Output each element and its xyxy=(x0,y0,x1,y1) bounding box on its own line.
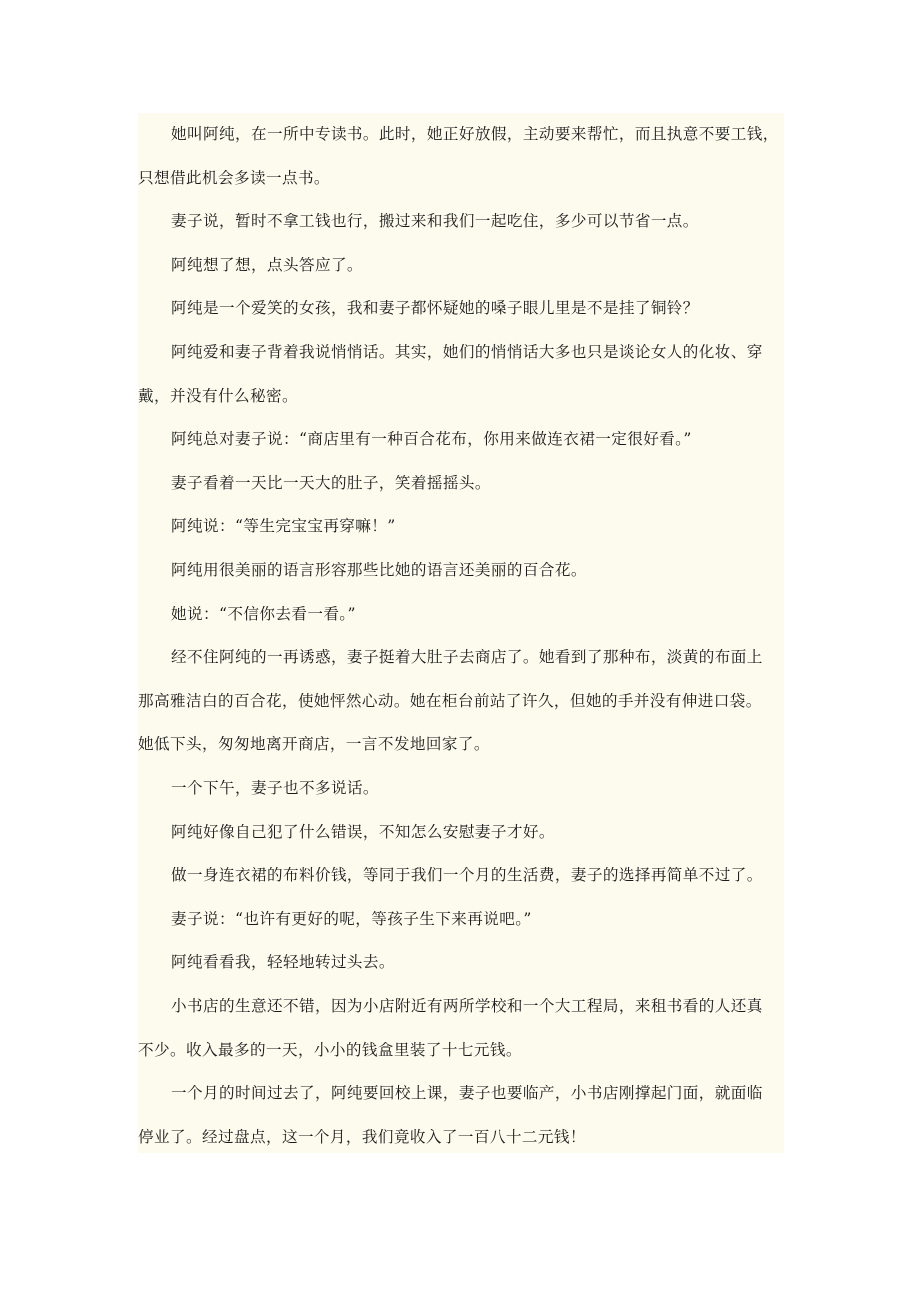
paragraph-line: 阿纯总对妻子说：“商店里有一种百合花布，你用来做连衣裙一定很好看。” xyxy=(171,430,692,449)
paragraph xyxy=(138,593,784,637)
paragraph-line: 妻子说，暂时不拿工钱也行，搬过来和我们一起吃住，多少可以节省一点。 xyxy=(171,212,699,231)
paragraph xyxy=(138,200,784,244)
paragraph-line: 阿纯好像自己犯了什么错误，不知怎么安慰妻子才好。 xyxy=(171,822,555,841)
paragraph-line: 阿纯用很美丽的语言形容那些比她的语言还美丽的百合花。 xyxy=(171,561,587,579)
paragraph xyxy=(138,244,784,288)
paragraph xyxy=(138,811,784,855)
paragraph xyxy=(138,505,784,549)
paragraph xyxy=(138,941,784,985)
paragraph-line: 停业了。经过盘点，这一个月，我们竟收入了一百八十二元钱！ xyxy=(138,1127,586,1146)
paragraph-line: 她说：“不信你去看一看。” xyxy=(171,604,356,623)
paragraph xyxy=(138,898,784,942)
paragraph-line: 阿纯是一个爱笑的女孩，我和妻子都怀疑她的嗓子眼儿里是不是挂了铜铃？ xyxy=(171,299,699,318)
paragraph-line: 一个下午，妻子也不多说话。 xyxy=(171,779,379,797)
paragraph-line: 妻子说：“也许有更好的呢，等孩子生下来再说吧。” xyxy=(171,909,532,928)
paragraph xyxy=(138,854,784,898)
paragraph-line: 阿纯想了想，点头答应了。 xyxy=(171,255,363,274)
paragraph xyxy=(138,636,784,767)
paragraph-line: 经不住阿纯的一再诱惑，妻子挺着大肚子去商店了。她看到了那种布，淡黄的布面上 xyxy=(171,648,763,667)
paragraph xyxy=(138,1072,784,1159)
paragraph-line: 阿纯爱和妻子背着我说悄悄话。其实，她们的悄悄话大多也只是谈论女人的化妆、穿 xyxy=(171,343,763,361)
paragraph-line: 她叫阿纯，在一所中专读书。此时，她正好放假，主动要来帮忙，而且执意不要工钱， xyxy=(171,125,779,143)
paragraph-line: 一个月的时间过去了，阿纯要回校上课，妻子也要临产，小书店刚撑起门面，就面临 xyxy=(171,1084,763,1103)
paragraph xyxy=(138,287,784,331)
paragraph xyxy=(138,462,784,506)
paragraph xyxy=(138,418,784,462)
paragraph xyxy=(138,113,784,200)
paragraph xyxy=(138,985,784,1072)
paragraph xyxy=(138,767,784,811)
paragraph xyxy=(138,331,784,418)
paragraph-line: 阿纯说：“等生完宝宝再穿嘛！” xyxy=(171,517,396,536)
paragraph-line: 戴，并没有什么秘密。 xyxy=(138,386,298,405)
paragraph-line: 妻子看着一天比一天大的肚子，笑着摇摇头。 xyxy=(171,473,491,492)
paragraph-line: 那高雅洁白的百合花，使她怦然心动。她在柜台前站了许久，但她的手并没有伸进口袋。 xyxy=(138,691,762,710)
paragraph-line: 只想借此机会多读一点书。 xyxy=(138,168,330,187)
story-text-block xyxy=(138,113,784,1153)
paragraph-line: 她低下头，匆匆地离开商店，一言不发地回家了。 xyxy=(138,735,490,754)
paragraph-line: 不少。收入最多的一天，小小的钱盒里装了十七元钱。 xyxy=(138,1040,522,1059)
paragraph-line: 阿纯看看我，轻轻地转过头去。 xyxy=(171,953,395,972)
paragraph-line: 做一身连衣裙的布料价钱，等同于我们一个月的生活费，妻子的选择再简单不过了。 xyxy=(171,866,763,885)
paragraph-line: 小书店的生意还不错，因为小店附近有两所学校和一个大工程局，来租书看的人还真 xyxy=(171,997,763,1015)
paragraph xyxy=(138,549,784,593)
